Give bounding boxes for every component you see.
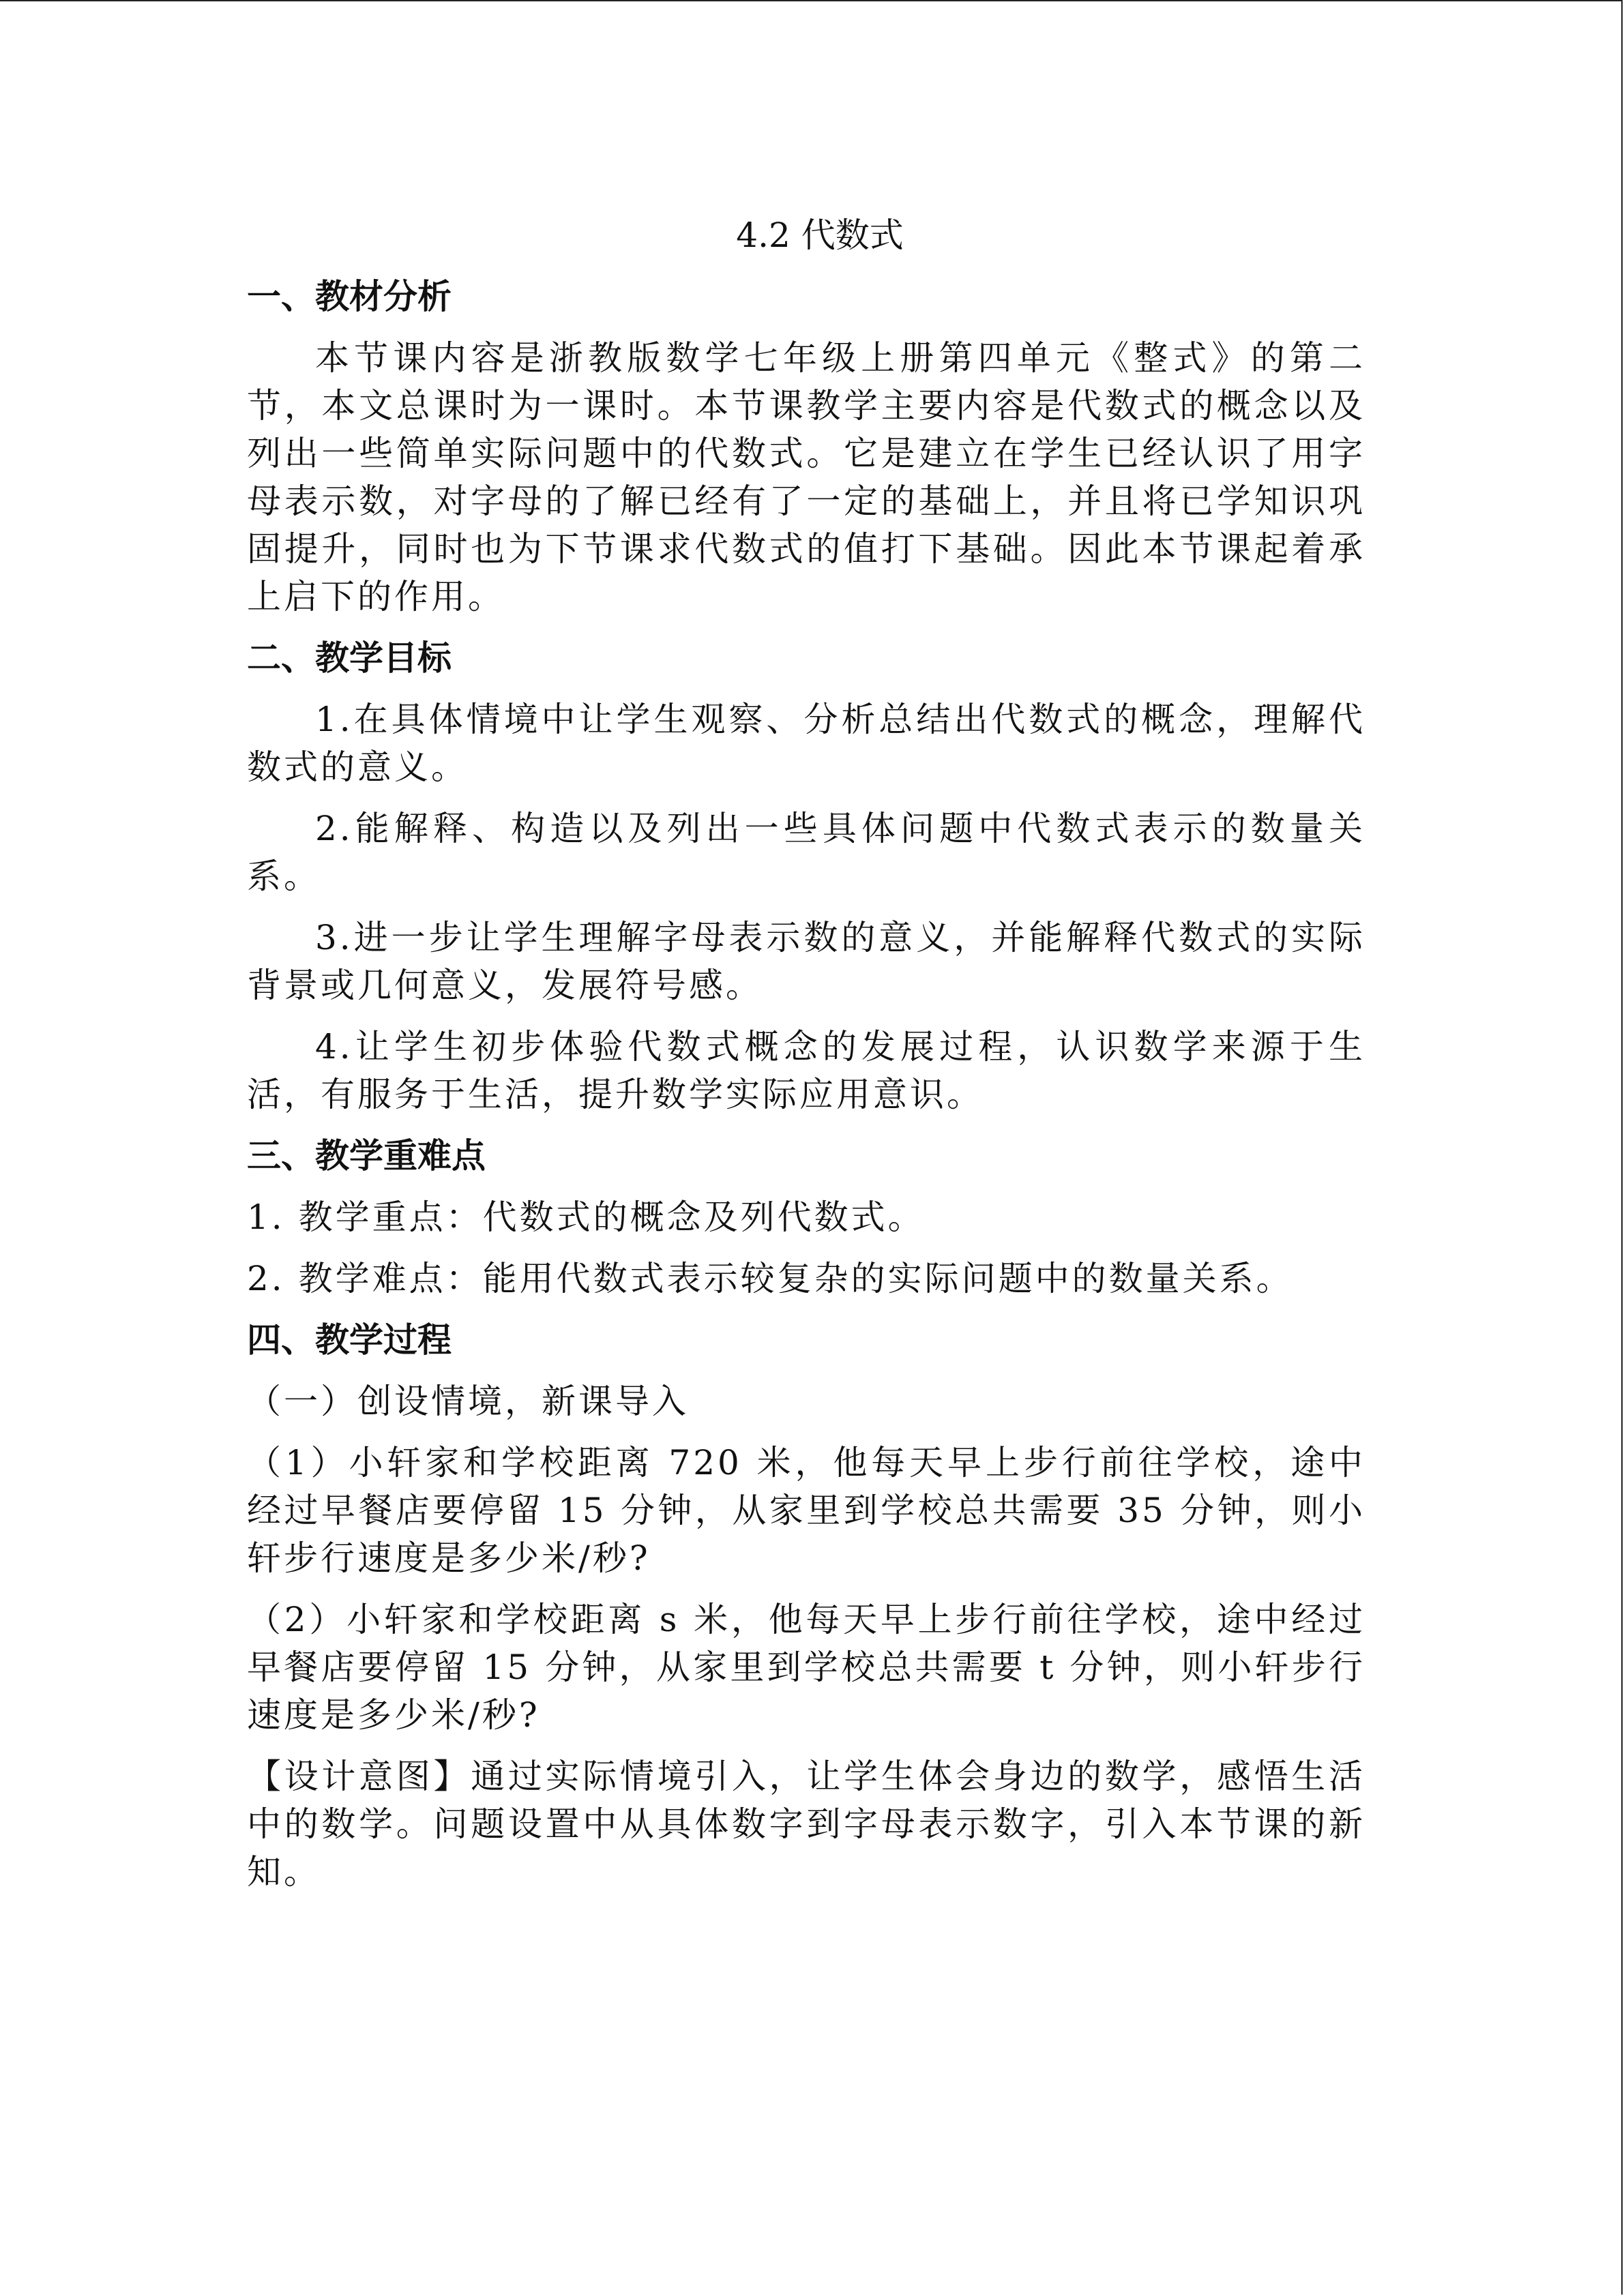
paragraph: 本节课内容是浙教版数学七年级上册第四单元《整式》的第二节，本文总课时为一课时。本节课教学主要内容是代数式的概念以及列出一些简单实际问题中的代数式。它是建立在学生已经认识了用字母表示数，对字母的了解已经有了一定的基础上，并且将已学知识巩固提升，同时也为下节课求代数式的值打下基础。因此本节课起着承上启下的作用。	[247, 338, 1365, 616]
document-title: 4.2 代数式	[736, 215, 904, 255]
design-intent: 【设计意图】通过实际情境引入，让学生体会身边的数学，感悟生活中的数学。问题设置中从具体数字到字母表示数字，引入本节课的新知。	[247, 1757, 1365, 1892]
document-body	[247, 205, 1365, 1909]
problem-item: （2）小轩家和学校距离 s 米，他每天早上步行前往学校，途中经过早餐店要停留 15 分钟，从家里到学校总共需要 t 分钟，则小轩步行速度是多少米/秒?	[247, 1600, 1365, 1735]
objective-item: 3.进一步让学生理解字母表示数的意义，并能解释代数式的实际背景或几何意义，发展符号感。	[247, 918, 1365, 1005]
problem-item: （1）小轩家和学校距离 720 米，他每天早上步行前往学校，途中经过早餐店要停留 15 分钟，从家里到学校总共需要 35 分钟，则小轩步行速度是多少米/秒?	[247, 1443, 1365, 1578]
section-heading: 二、教学目标	[247, 638, 452, 678]
section-heading: 一、教材分析	[247, 277, 452, 316]
subsection-heading: （一）创设情境，新课导入	[247, 1382, 689, 1421]
objective-item: 4.让学生初步体验代数式概念的发展过程，认识数学来源于生活，有服务于生活，提升数学实际应用意识。	[247, 1027, 1365, 1114]
section-heading: 四、教学过程	[247, 1320, 452, 1360]
section-heading: 三、教学重难点	[247, 1136, 486, 1176]
objective-item: 1.在具体情境中让学生观察、分析总结出代数式的概念，理解代数式的意义。	[247, 700, 1365, 787]
key-point: 1. 教学重点：代数式的概念及列代数式。	[247, 1197, 925, 1237]
difficult-point: 2. 教学难点：能用代数式表示较复杂的实际问题中的数量关系。	[247, 1259, 1293, 1298]
objective-item: 2.能解释、构造以及列出一些具体问题中代数式表示的数量关系。	[247, 809, 1365, 896]
